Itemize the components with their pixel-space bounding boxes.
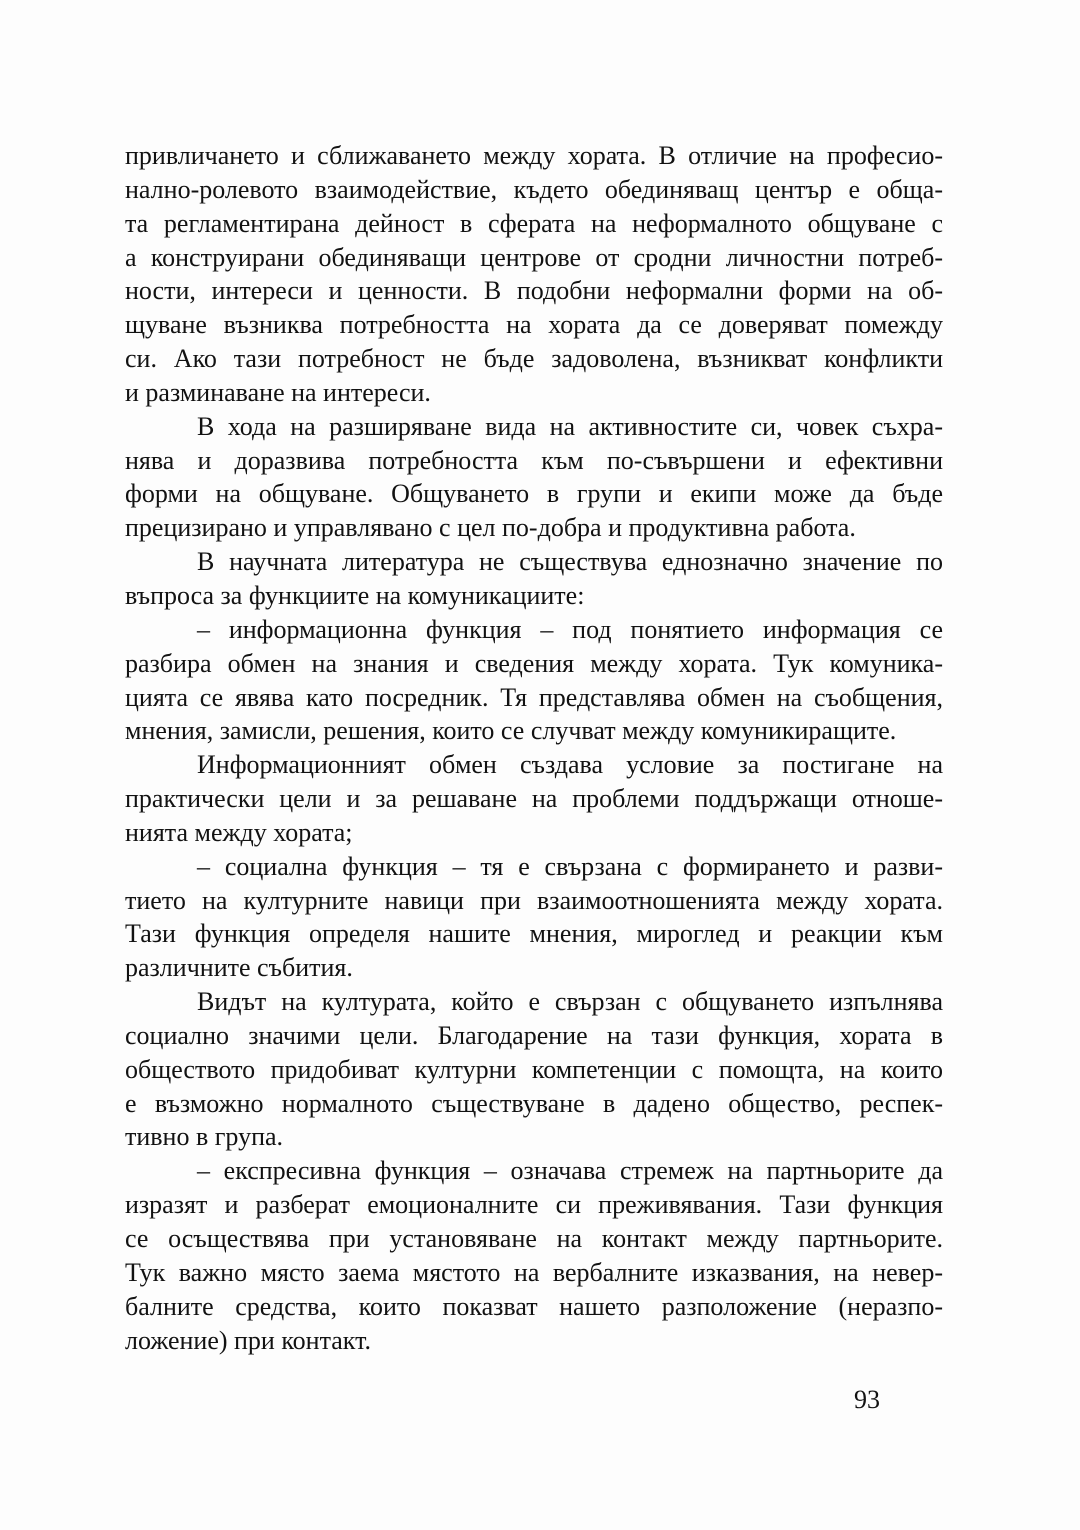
text-block (125, 139, 943, 1357)
text-line: балните средства, които показват нашето разположение (неразпо- (125, 1291, 943, 1321)
paragraph (125, 850, 943, 985)
paragraph (125, 545, 943, 613)
text-line: нално-ролевото взаимодействие, където обединяващ център е обща- (125, 174, 943, 204)
text-line: е възможно нормалното съществуване в дадено общество, респек- (125, 1088, 943, 1118)
text-line: В научната литература не съществува еднозначно значение по (197, 547, 943, 577)
text-line: тието на културните навици при взаимоотношенията между хората. (125, 885, 943, 915)
text-line: Тази функция определя нашите мнения, мироглед и реакции към (125, 919, 943, 949)
text-line: – експресивна функция – означава стремеж на партньорите да (197, 1156, 943, 1186)
text-line: привличането и сближаването между хората. В отличие на професио- (125, 141, 943, 170)
text-line: та регламентирана дейност в сферата на неформалното общуване с (125, 208, 943, 238)
text-line: В хода на разширяване вида на активностите си, човек съхра- (197, 411, 943, 441)
text-line: Видът на културата, който е свързан с общуването изпълнява (197, 987, 943, 1017)
text-line: се осъществява при установяване на контакт между партньорите. (125, 1224, 943, 1253)
paragraph (125, 139, 943, 410)
text-line: – социална функция – тя е свързана с формирането и разви- (197, 851, 943, 881)
text-line: и разминаване на интереси. (125, 377, 431, 407)
text-line: практически цели и за решаване на проблеми поддържащи отноше- (125, 784, 943, 814)
text-line: обществото придобиват културни компетенции с помощта, на които (125, 1054, 943, 1084)
text-line: прецизирано и управлявано с цел по-добра и продуктивна работа. (125, 513, 856, 543)
text-line: тивно в група. (125, 1122, 284, 1152)
text-line: ности, интереси и ценности. В подобни неформални форми на об- (125, 276, 943, 306)
text-line: – информационна функция – под понятието информация се (197, 614, 943, 644)
text-line: нията между хората; (125, 817, 353, 847)
text-line: си. Ако тази потребност не бъде задоволена, възникват конфликти (125, 344, 943, 374)
text-line: социално значими цели. Благодарение на тази функция, хората в (125, 1020, 943, 1050)
text-line: ложение) при контакт. (125, 1325, 371, 1355)
text-line: мнения, замисли, решения, които се случват между комуникиращите. (125, 716, 897, 746)
paragraph (125, 613, 943, 748)
text-line: различните събития. (125, 953, 353, 983)
text-line: Тук важно място заема мястото на вербалните изказвания, на невер- (125, 1257, 943, 1287)
page-number: 93 (854, 1385, 880, 1414)
text-line: изразят и разберат емоционалните си преживявания. Тази функция (125, 1190, 943, 1220)
text-line: нява и доразвива потребността към по-съвършени и ефективни (125, 445, 943, 475)
paragraph (125, 748, 943, 850)
text-line: разбира обмен на знания и сведения между хората. Тук комуника- (125, 648, 943, 678)
text-line: цията се явява като посредник. Тя представлява обмен на съобщения, (125, 682, 943, 712)
text-line: Информационният обмен създава условие за постигане на (197, 750, 943, 780)
paragraph (125, 1154, 943, 1357)
text-line: а конструирани обединяващи центрове от сродни личностни потреб- (125, 242, 943, 272)
text-line: форми на общуване. Общуването в групи и екипи може да бъде (125, 479, 943, 509)
text-line: щуване възниква потребността на хората да се доверяват помежду (125, 310, 943, 340)
paragraph (125, 410, 943, 545)
text-line: въпроса за функциите на комуникациите: (125, 580, 585, 610)
paragraph (125, 985, 943, 1154)
